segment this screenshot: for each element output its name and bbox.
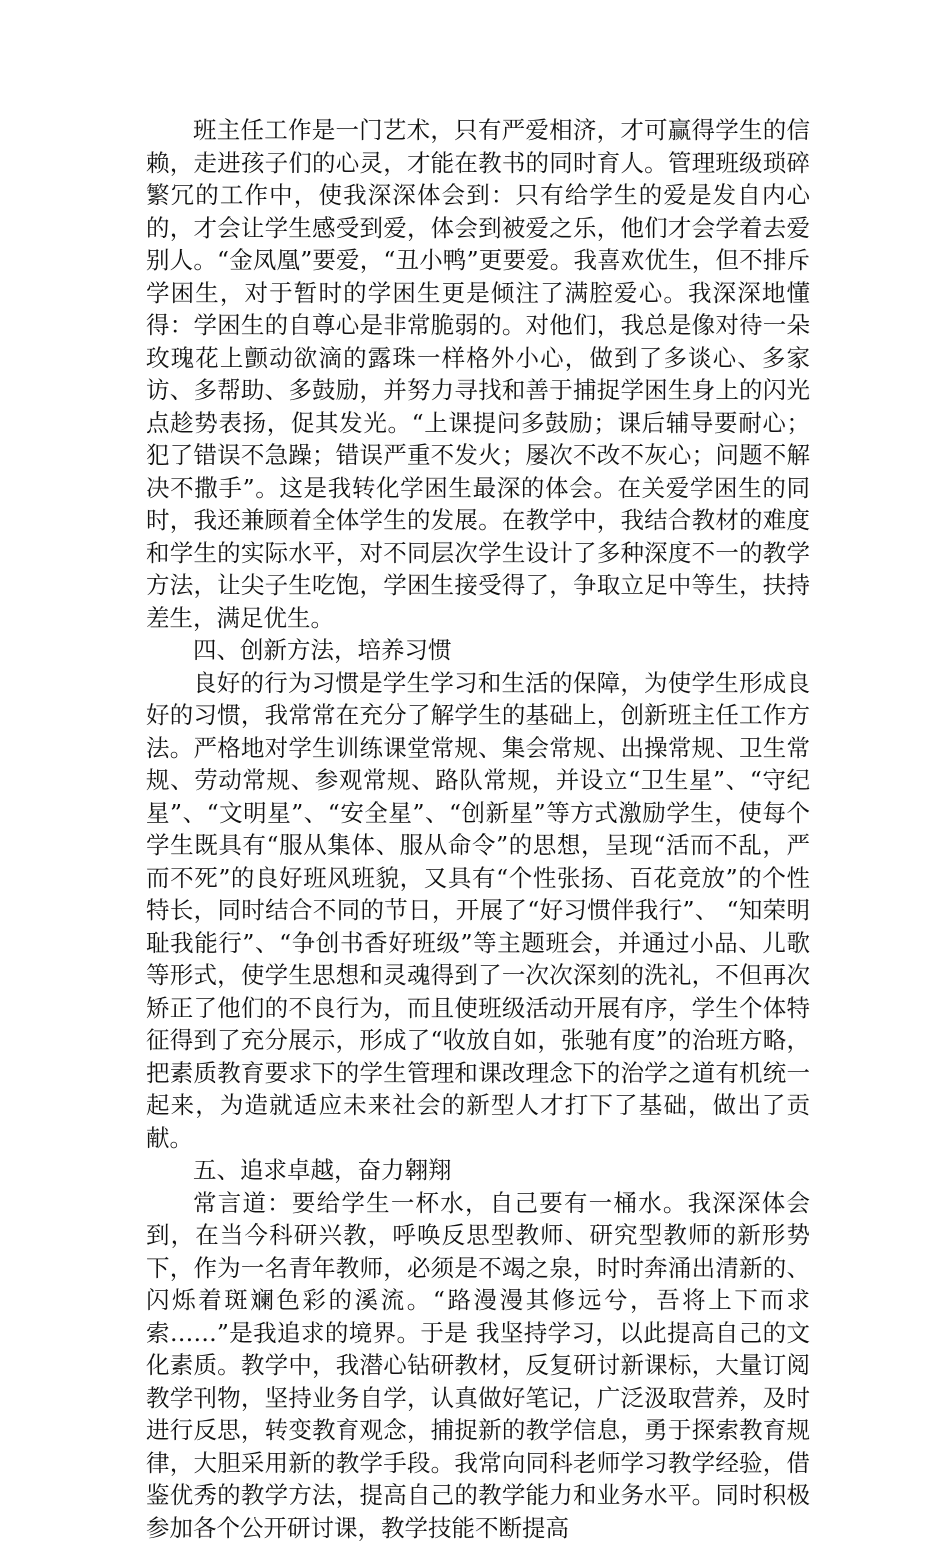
- section-heading-habits: 四、创新方法，培养习惯: [146, 634, 810, 667]
- paragraph-love-students: 班主任工作是一门艺术，只有严爱相济，才可赢得学生的信赖，走进孩子们的心灵，才能在教书的同时育人。管理班级琐碎繁冗的工作中，使我深深体会到：只有给学生的爱是发自内心的，才会让学生感受到爱，体会到被爱之乐，他们才会学着去爱别人。“金凤凰”要爱，“丑小鸭”更要爱。我喜欢优生，但不排斥学困生，对于暂时的学困生更是倾注了满腔爱心。我深深地懂得：学困生的自尊心是非常脆弱的。对他们，我总是像对待一朵玫瑰花上颤动欲滴的露珠一样格外小心，做到了多谈心、多家访、多帮助、多鼓励，并努力寻找和善于捕捉学困生身上的闪光点趁势表扬，促其发光。“上课提问多鼓励；课后辅导要耐心；犯了错误不急躁；错误严重不发火；屡次不改不灰心；问题不解决不撒手”。这是我转化学困生最深的体会。在关爱学困生的同时，我还兼顾着全体学生的发展。在教学中，我结合教材的难度和学生的实际水平，对不同层次学生设计了多种深度不一的教学方法，让尖子生吃饱，学困生接受得了，争取立足中等生，扶持差生，满足优生。: [146, 114, 810, 634]
- section-heading-excellence: 五、追求卓越，奋力翱翔: [146, 1154, 810, 1187]
- document-page: [146, 114, 810, 1544]
- paragraph-excellence: 常言道：要给学生一杯水，自己要有一桶水。我深深体会到，在当今科研兴教，呼唤反思型教师、研究型教师的新形势下，作为一名青年教师，必须是不竭之泉，时时奔涌出清新的、闪烁着斑斓色彩的溪流。“路漫漫其修远兮，吾将上下而求索……”是我追求的境界。于是 我坚持学习，以此提高自己的文化素质。教学中，我潜心钻研教材，反复研讨新课标，大量订阅教学刊物，坚持业务自学，认真做好笔记，广泛汲取营养，及时进行反思，转变教育观念，捕捉新的教学信息，勇于探索教育规律，大胆采用新的教学手段。我常向同科老师学习教学经验，借鉴优秀的教学方法，提高自己的教学能力和业务水平。同时积极参加各个公开研讨课，教学技能不断提高: [146, 1187, 810, 1544]
- paragraph-habits: 良好的行为习惯是学生学习和生活的保障，为使学生形成良好的习惯，我常常在充分了解学生的基础上，创新班主任工作方法。严格地对学生训练课堂常规、集会常规、出操常规、卫生常规、劳动常规、参观常规、路队常规，并设立“卫生星”、“守纪星”、“文明星”、“安全星”、“创新星”等方式激励学生，使每个学生既具有“服从集体、服从命令”的思想，呈现“活而不乱，严而不死”的良好班风班貌，又具有“个性张扬、百花竞放”的个性特长，同时结合不同的节日，开展了“好习惯伴我行”、 “知荣明耻我能行”、“争创书香好班级”等主题班会，并通过小品、儿歌等形式，使学生思想和灵魂得到了一次次深刻的洗礼，不但再次矫正了他们的不良行为，而且使班级活动开展有序，学生个体特征得到了充分展示，形成了“收放自如，张驰有度”的治班方略，把素质教育要求下的学生管理和课改理念下的治学之道有机统一起来，为造就适应未来社会的新型人才打下了基础，做出了贡献。: [146, 667, 810, 1155]
